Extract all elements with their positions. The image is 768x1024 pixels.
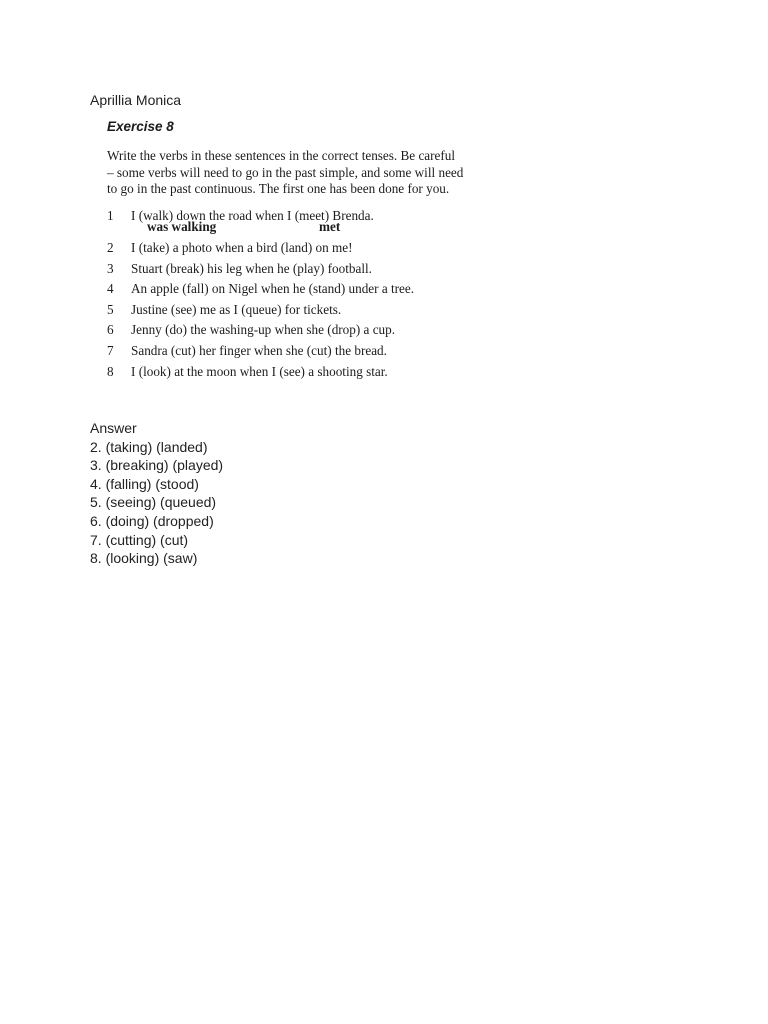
example-answer-first: was walking	[147, 219, 217, 235]
exercise-instructions	[107, 148, 507, 198]
question-8	[107, 363, 507, 384]
answer-line: 3. (breaking) (played)	[90, 457, 224, 474]
question-text: Jenny (do) the washing-up when she (drop) a cup.	[131, 322, 396, 338]
example-answer	[107, 220, 507, 236]
answer-line: 6. (doing) (dropped)	[90, 512, 214, 529]
question-text: Sandra (cut) her finger when she (cut) the bread.	[131, 343, 387, 359]
instruction-line: Write the verbs in these sentences in the correct tenses. Be careful	[107, 148, 456, 163]
question-number: 1	[107, 207, 114, 223]
answer-section	[90, 419, 223, 568]
question-number: 2	[107, 240, 114, 256]
question-number: 5	[107, 301, 114, 317]
answer-line: 8. (looking) (saw)	[90, 550, 198, 567]
question-number: 3	[107, 260, 114, 276]
instruction-line: – some verbs will need to go in the past simple, and some will need	[107, 164, 464, 180]
question-text: I (walk) down the road when I (meet) Brenda.	[131, 207, 374, 223]
exercise-title: Exercise 8	[107, 119, 174, 134]
question-text: An apple (fall) on Nigel when he (stand) under a tree.	[131, 281, 415, 297]
question-text: Stuart (break) his leg when he (play) football.	[131, 260, 372, 276]
question-text: I (take) a photo when a bird (land) on me!	[131, 240, 353, 256]
answer-line: 5. (seeing) (queued)	[90, 494, 217, 511]
question-7	[107, 342, 507, 363]
question-2	[107, 239, 507, 260]
question-5	[107, 301, 507, 322]
question-number: 8	[107, 363, 114, 379]
question-text: Justine (see) me as I (queue) for tickets.	[131, 301, 342, 317]
example-answer-second: met	[319, 219, 341, 235]
question-4	[107, 280, 507, 301]
answer-line: 4. (falling) (stood)	[90, 475, 199, 492]
question-number: 7	[107, 343, 114, 359]
instruction-line: to go in the past continuous. The first one has been done for you.	[107, 181, 450, 196]
exercise-scan	[107, 118, 507, 383]
question-number: 4	[107, 281, 114, 297]
question-number: 6	[107, 322, 114, 338]
question-6	[107, 321, 507, 342]
answer-line: 7. (cutting) (cut)	[90, 531, 189, 548]
answer-line: 2. (taking) (landed)	[90, 438, 208, 455]
answer-heading: Answer	[90, 420, 137, 436]
question-text: I (look) at the moon when I (see) a shooting star.	[131, 363, 388, 379]
author-name: Aprillia Monica	[90, 92, 182, 108]
question-3	[107, 260, 507, 281]
